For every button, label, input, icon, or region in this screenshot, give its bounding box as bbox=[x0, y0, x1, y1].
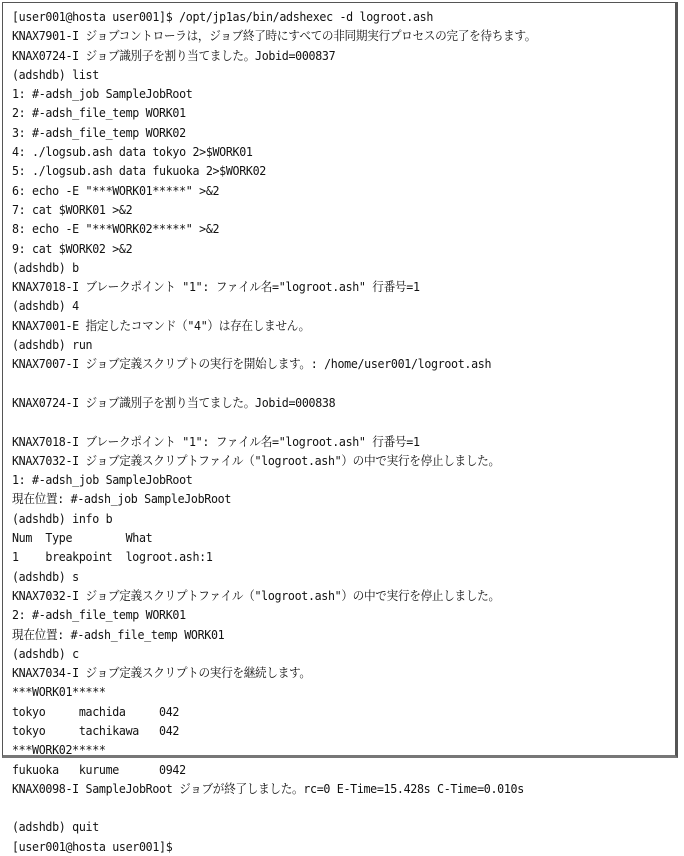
log-message: KNAX7901-I ジョブコントローラは，ジョブ終了時にすべての非同期実行プロセスの完了を待ちます。 bbox=[12, 28, 537, 44]
log-message: KNAX0724-I ジョブ識別子を割り当てました。Jobid=000837 bbox=[12, 47, 336, 63]
script-listing-line: 6: echo -E "***WORK01*****" >&2 bbox=[12, 182, 220, 198]
log-message: KNAX7018-I ブレークポイント "1": ファイル名="logroot.ash" 行番号=1 bbox=[12, 279, 420, 295]
blank-line bbox=[12, 412, 635, 431]
script-listing-line: 2: #-adsh_file_temp WORK01 bbox=[12, 105, 186, 121]
debugger-command: (adshdb) b bbox=[12, 259, 79, 275]
shell-command-line: [user001@hosta user001]$ /opt/jp1as/bin/adshexec -d logroot.ash bbox=[12, 9, 434, 24]
log-message: KNAX0724-I ジョブ識別子を割り当てました。Jobid=000838 bbox=[12, 394, 336, 410]
debugger-command: (adshdb) c bbox=[12, 645, 79, 661]
log-message: KNAX0098-I SampleJobRoot ジョブが終了しました。rc=0 E-Time=15.428s C-Time=0.010s bbox=[12, 780, 524, 796]
script-listing-line: 4: ./logsub.ash data tokyo 2>$WORK01 bbox=[12, 144, 253, 160]
current-position: 現在位置: #-adsh_job SampleJobRoot bbox=[12, 491, 232, 507]
debugger-command: (adshdb) run bbox=[12, 337, 93, 353]
log-message: KNAX7034-I ジョブ定義スクリプトの実行を継続します。 bbox=[12, 665, 311, 681]
script-listing-line: 7: cat $WORK01 >&2 bbox=[12, 201, 133, 217]
output-data-row: fukuoka kurume 0942 bbox=[12, 761, 186, 777]
script-listing-line: 1: #-adsh_job SampleJobRoot bbox=[12, 86, 193, 102]
log-message: KNAX7018-I ブレークポイント "1": ファイル名="logroot.ash" 行番号=1 bbox=[12, 433, 420, 449]
blank-line bbox=[12, 798, 635, 817]
script-listing-line: 3: #-adsh_file_temp WORK02 bbox=[12, 124, 186, 140]
script-listing-line: 1: #-adsh_job SampleJobRoot bbox=[12, 472, 193, 488]
output-data-row: tokyo tachikawa 042 bbox=[12, 722, 180, 738]
script-listing-line: 2: #-adsh_file_temp WORK01 bbox=[12, 607, 186, 623]
breakpoint-table-header: Num Type What bbox=[12, 530, 153, 546]
log-message: KNAX7032-I ジョブ定義スクリプトファイル（"logroot.ash"）の中で実行を停止しました。 bbox=[12, 452, 500, 468]
script-listing-line: 8: echo -E "***WORK02*****" >&2 bbox=[12, 221, 220, 237]
output-section-header: ***WORK02***** bbox=[12, 742, 106, 758]
output-section-header: ***WORK01***** bbox=[12, 684, 106, 700]
script-listing-line: 9: cat $WORK02 >&2 bbox=[12, 240, 133, 256]
breakpoint-table-row: 1 breakpoint logroot.ash:1 bbox=[12, 549, 213, 565]
script-listing-line: 5: ./logsub.ash data fukuoka 2>$WORK02 bbox=[12, 163, 266, 179]
terminal-output[interactable] bbox=[2, 2, 678, 854]
debugger-command: (adshdb) s bbox=[12, 568, 79, 584]
debugger-command: (adshdb) 4 bbox=[12, 298, 79, 314]
error-message: KNAX7001-E 指定したコマンド（"4"）は存在しません。 bbox=[12, 317, 310, 333]
debugger-command: (adshdb) info b bbox=[12, 510, 113, 526]
debugger-command: (adshdb) list bbox=[12, 66, 99, 82]
shell-prompt[interactable]: [user001@hosta user001]$ bbox=[12, 838, 173, 854]
debugger-command: (adshdb) quit bbox=[12, 819, 99, 835]
log-message: KNAX7007-I ジョブ定義スクリプトの実行を開始します。: /home/user001/logroot.ash bbox=[12, 356, 492, 372]
current-position: 現在位置: #-adsh_file_temp WORK01 bbox=[12, 626, 225, 642]
blank-line bbox=[12, 374, 635, 393]
output-data-row: tokyo machida 042 bbox=[12, 703, 180, 719]
log-message: KNAX7032-I ジョブ定義スクリプトファイル（"logroot.ash"）の中で実行を停止しました。 bbox=[12, 587, 500, 603]
